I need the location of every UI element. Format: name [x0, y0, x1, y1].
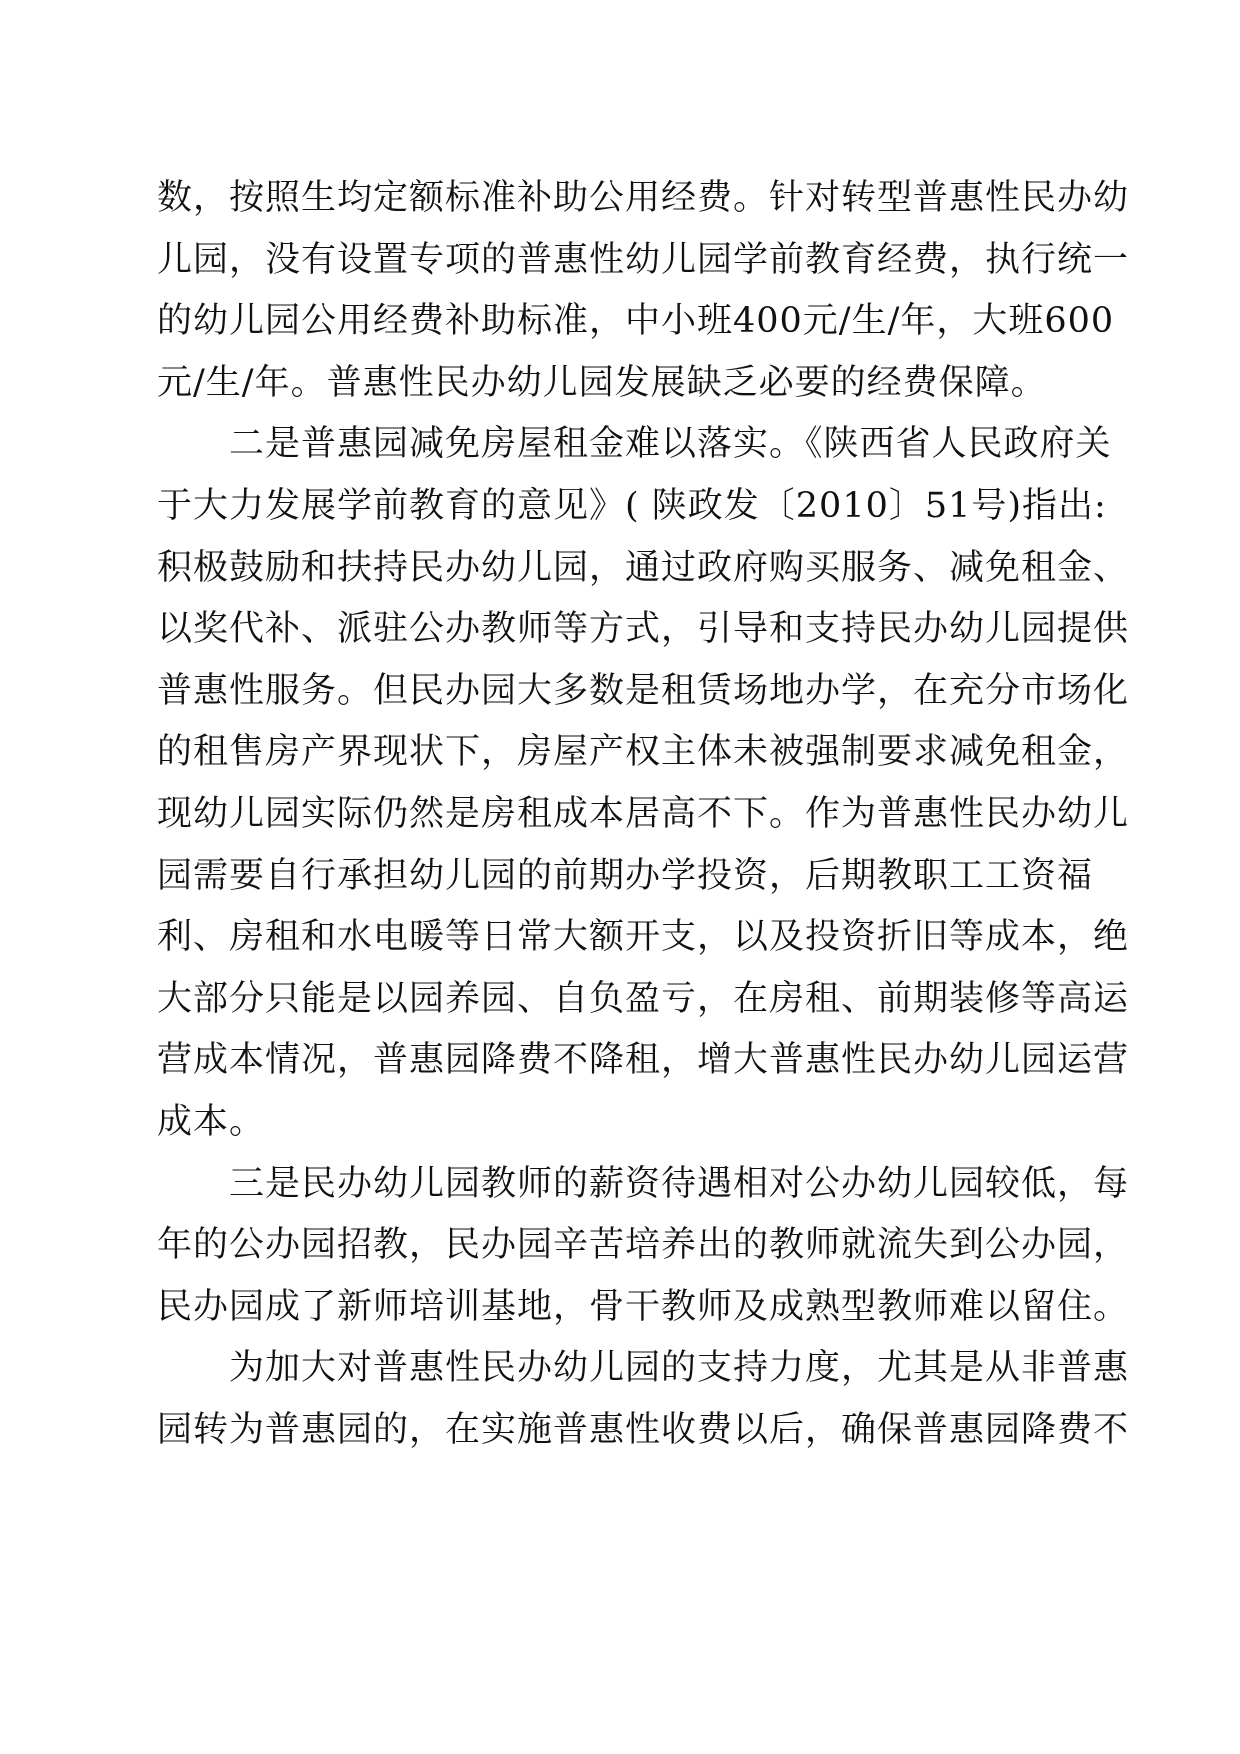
text-line-2: 儿园，没有设置专项的普惠性幼儿园学前教育经费，执行统一: [157, 239, 1130, 280]
text-line-20: 为加大对普惠性民办幼儿园的支持力度，尤其是从非普惠: [157, 1348, 1130, 1389]
text-line-9: 普惠性服务。但民办园大多数是租赁场地办学，在充分市场化: [157, 670, 1130, 711]
text-line-14: 大部分只能是以园养园、自负盈亏，在房租、前期装修等高运: [157, 978, 1130, 1019]
text-line-8: 以奖代补、派驻公办教师等方式，引导和支持民办幼儿园提供: [157, 609, 1130, 650]
text-line-17: 三是民办幼儿园教师的薪资待遇相对公办幼儿园较低，每: [157, 1163, 1130, 1204]
text-line-4: 元/生/年。普惠性民办幼儿园发展缺乏必要的经费保障。: [157, 362, 1047, 403]
text-line-5: 二是普惠园减免房屋租金难以落实。《陕西省人民政府关: [157, 424, 1112, 465]
document-body: [157, 168, 1130, 1461]
text-line-1: 数，按照生均定额标准补助公用经费。针对转型普惠性民办幼: [157, 178, 1130, 218]
text-line-3: 的幼儿园公用经费补助标准，中小班400元/生/年，大班600: [157, 301, 1115, 342]
text-line-11: 现幼儿园实际仍然是房租成本居高不下。作为普惠性民办幼儿: [157, 793, 1130, 834]
text-line-10: 的租售房产界现状下，房屋产权主体未被强制要求减免租金，: [157, 732, 1130, 773]
text-line-6: 于大力发展学前教育的意见》( 陕政发〔2010〕51号)指出:: [157, 485, 1107, 526]
text-line-18: 年的公办园招教，民办园辛苦培养出的教师就流失到公办园，: [157, 1225, 1130, 1266]
text-line-15: 营成本情况，普惠园降费不降租，增大普惠性民办幼儿园运营: [157, 1040, 1130, 1081]
text-line-12: 园需要自行承担幼儿园的前期办学投资，后期教职工工资福: [157, 855, 1094, 896]
text-line-19: 民办园成了新师培训基地，骨干教师及成熟型教师难以留住。: [157, 1286, 1130, 1327]
text-line-21: 园转为普惠园的，在实施普惠性收费以后，确保普惠园降费不: [157, 1409, 1130, 1450]
text-line-13: 利、房租和水电暖等日常大额开支，以及投资折旧等成本，绝: [157, 917, 1130, 958]
text-line-7: 积极鼓励和扶持民办幼儿园，通过政府购买服务、减免租金、: [157, 547, 1130, 588]
text-line-16: 成本。: [157, 1101, 266, 1142]
